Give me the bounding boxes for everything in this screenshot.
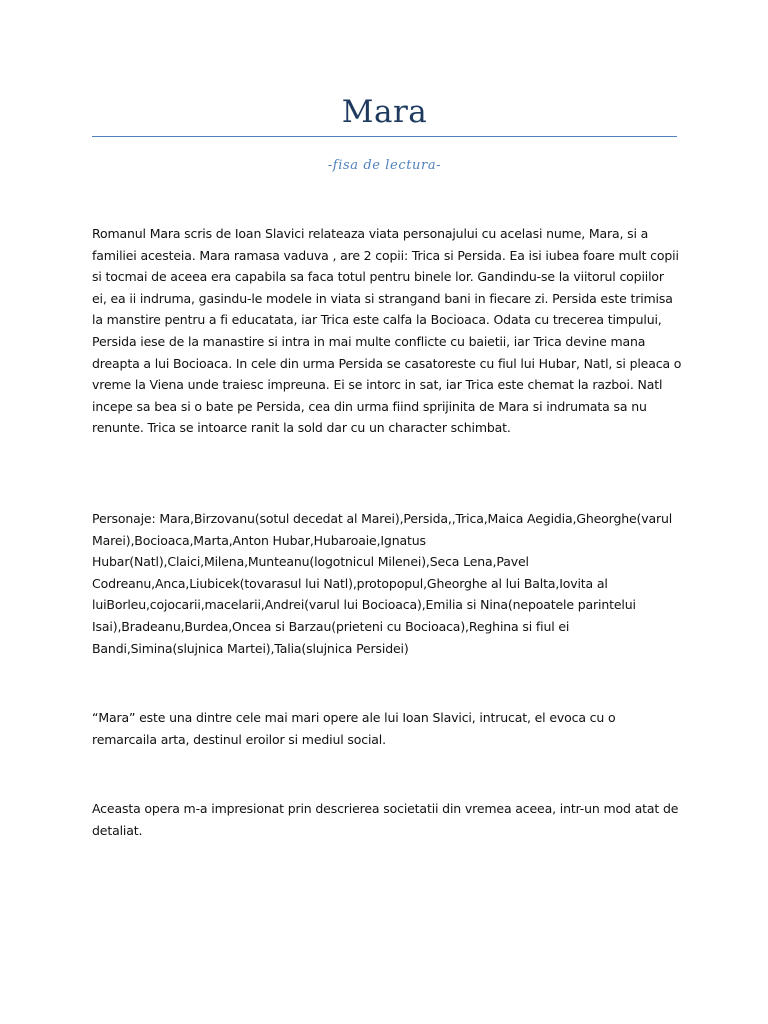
document-title: Mara — [341, 94, 428, 130]
paragraph-impression: Aceasta opera m-a impresionat prin descrierea societatii din vremea aceea, intr-un mod atat de detaliat. — [92, 801, 679, 838]
paragraph-summary: Romanul Mara scris de Ioan Slavici relateaza viata personajului cu acelasi nume, Mara, si a familiei acesteia. Mara ramasa vaduva , are 2 copii: Trica si Persida. Ea isi iubea foare mult copii si tocmai de aceea era capabila sa faca totul pentru binele lor. Gandindu-se la viitorul copiilor ei, ea ii indruma, gasindu-le modele in viata si strangand bani in fiecare zi. Persida este trimisa la manstire pentru a fi educatata, iar Trica este calfa la Bocioaca. Odata cu trecerea timpului, Persida iese de la manastire si intra in mai multe conflicte cu baietii, iar Trica devine mana dreapta a lui Bocioaca. In cele din urma Persida se casatoreste cu fiul lui Hubar, Natl, si pleaca o vreme la Viena unde traiesc impreuna. Ei se intorc in sat, iar Trica este chemat la razboi. Natl incepe sa bea si o bate pe Persida, cea din urma fiind sprijinita de Mara si indrumata sa nu renunte. Trica se intoarce ranit la sold dar cu un character schimbat. — [92, 226, 682, 436]
paragraph-significance: “Mara” este una dintre cele mai mari opere ale lui Ioan Slavici, intrucat, el evoca cu o remarcaila arta, destinul eroilor si mediul social. — [92, 710, 616, 747]
document-subtitle: -fisa de lectura- — [327, 158, 442, 173]
paragraph-characters: Personaje: Mara,Birzovanu(sotul decedat al Marei),Persida,,Trica,Maica Aegidia,Gheorghe(varul Marei),Bocioaca,Marta,Anton Hubar,Hubaroaie,Ignatus Hubar(Natl),Claici,Milena,Munteanu(logotnicul Milenei),Seca Lena,Pavel Codreanu,Anca,Liubicek(tovarasul lui Natl),protopopul,Gheorghe al lui Balta,Iovita al luiBorleu,cojocarii,macelarii,Andrei(varul lui Bocioaca),Emilia si Nina(nepoatele parintelui Isai),Bradeanu,Burdea,Oncea si Barzau(prieteni cu Bocioaca),Reghina si fiul ei Bandi,Simina(slujnica Martei),Talia(slujnica Persidei) — [92, 511, 673, 656]
title-divider — [92, 136, 677, 137]
